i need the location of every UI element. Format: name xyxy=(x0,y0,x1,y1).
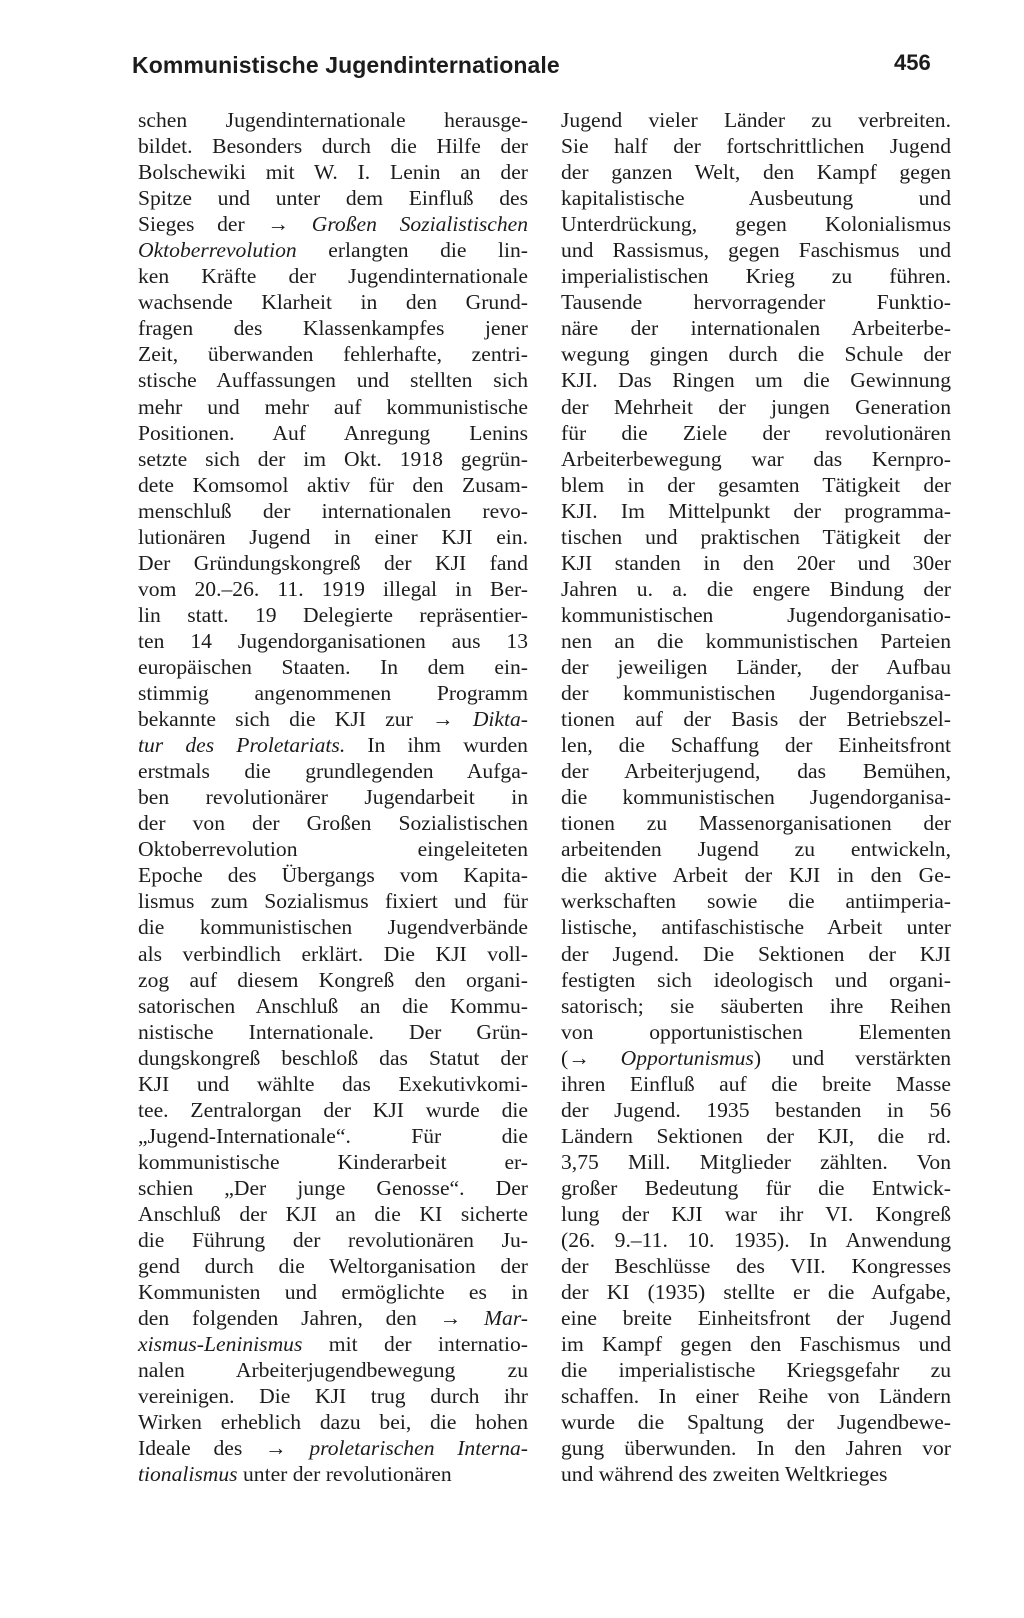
cross-reference: Oktoberrevolution xyxy=(138,238,297,263)
text-run: der Mehrheit der jungen Generation xyxy=(561,394,951,419)
text-run: dungskongreß beschloß das Statut der xyxy=(138,1045,528,1070)
text-run: Oktoberrevolution eingeleiteten xyxy=(138,837,528,862)
text-run: ken Kräfte der Jugendinternationale xyxy=(138,264,528,289)
text-run: der kommunistischen Jugendorganisa- xyxy=(561,681,951,706)
page-number: 456 xyxy=(894,50,931,75)
text-line xyxy=(138,967,528,993)
text-line xyxy=(561,550,951,576)
text-line xyxy=(561,1305,951,1331)
cross-reference: Mar- xyxy=(484,1306,528,1331)
text-line xyxy=(561,758,951,784)
text-run: und Rassismus, gegen Faschismus und xyxy=(561,238,951,263)
text-line xyxy=(561,394,951,420)
text-run: die aktive Arbeit der KJI in den Ge- xyxy=(561,863,951,888)
text-run: den folgenden Jahren, den → xyxy=(138,1306,485,1331)
text-run: der Jugend. 1935 bestanden in 56 xyxy=(561,1097,951,1122)
text-line xyxy=(561,1461,951,1487)
text-line xyxy=(561,211,951,237)
cross-reference: Großen Sozialistischen xyxy=(311,212,528,237)
text-line xyxy=(561,263,951,289)
cross-reference: xismus-Leninismus xyxy=(138,1332,303,1357)
text-run: Sie half der fortschrittlichen Jugend xyxy=(561,134,951,159)
text-run: eine breite Einheitsfront der Jugend xyxy=(561,1306,951,1331)
text-run: kommunistische Kinderarbeit er- xyxy=(138,1149,528,1174)
text-line xyxy=(138,367,528,393)
text-run: schen Jugendinternationale herausge- xyxy=(138,108,528,132)
text-line xyxy=(561,315,951,341)
text-line xyxy=(138,758,528,784)
text-line xyxy=(138,888,528,914)
text-line xyxy=(138,550,528,576)
text-run: (26. 9.–11. 10. 1935). In Anwendung xyxy=(561,1228,951,1253)
text-run: lung der KJI war ihr VI. Kongreß xyxy=(561,1201,951,1226)
text-line xyxy=(138,446,528,472)
text-line xyxy=(138,498,528,524)
text-run: tionen auf der Basis der Betriebszel- xyxy=(561,707,951,732)
text-line xyxy=(138,237,528,263)
text-line xyxy=(138,1253,528,1279)
text-run: als verbindlich erklärt. Die KJI voll- xyxy=(138,941,528,966)
text-run: KJI. Das Ringen um die Gewinnung xyxy=(561,368,951,393)
text-line xyxy=(138,862,528,888)
text-line xyxy=(561,107,951,133)
text-run: europäischen Staaten. In dem ein- xyxy=(138,654,528,679)
text-line xyxy=(138,1357,528,1383)
text-run: len, die Schaffung der Einheitsfront xyxy=(561,733,951,758)
text-line xyxy=(561,367,951,393)
text-run: satorisch; sie säuberten ihre Reihen xyxy=(561,993,951,1018)
text-line xyxy=(561,159,951,185)
text-line xyxy=(138,1305,528,1331)
text-line xyxy=(138,602,528,628)
text-line xyxy=(561,706,951,732)
text-line xyxy=(561,888,951,914)
text-run: Bolschewiki mit W. I. Lenin an der xyxy=(138,160,528,185)
text-run: erstmals die grundlegenden Aufga- xyxy=(138,759,528,784)
text-run: blem in der gesamten Tätigkeit der xyxy=(561,472,951,497)
text-run: Ideale des → xyxy=(138,1436,310,1461)
text-line xyxy=(561,341,951,367)
text-line xyxy=(138,1097,528,1123)
text-line xyxy=(561,133,951,159)
cross-reference: tur des Proletariats. xyxy=(138,733,346,758)
text-run: arbeitenden Jugend zu entwickeln, xyxy=(561,837,951,862)
text-line xyxy=(561,1201,951,1227)
text-line xyxy=(561,1279,951,1305)
text-line xyxy=(138,1331,528,1357)
text-line xyxy=(561,1331,951,1357)
text-run: stische Auffassungen und stellten sich xyxy=(138,368,528,393)
text-line xyxy=(138,1383,528,1409)
cross-reference: tionalismus xyxy=(138,1462,238,1487)
text-run: wegung gingen durch die Schule der xyxy=(561,342,951,367)
text-run: erlangten die lin- xyxy=(296,238,528,263)
text-line xyxy=(138,159,528,185)
text-line xyxy=(561,810,951,836)
text-run: nalen Arbeiterjugendbewegung zu xyxy=(138,1358,528,1383)
text-run: Sieges der → xyxy=(138,212,312,237)
cross-reference: Dikta- xyxy=(472,707,528,732)
text-line xyxy=(561,914,951,940)
text-line xyxy=(561,1357,951,1383)
text-line xyxy=(561,1175,951,1201)
text-line xyxy=(138,732,528,758)
text-run: schien „Der junge Genosse“. Der xyxy=(138,1175,528,1200)
text-run: gung überwunden. In den Jahren vor xyxy=(561,1436,951,1461)
text-line xyxy=(561,602,951,628)
text-run: KJI standen in den 20er und 30er xyxy=(561,550,951,575)
text-run: „Jugend-Internationale“. Für die xyxy=(138,1123,528,1148)
text-line xyxy=(138,315,528,341)
text-line xyxy=(561,836,951,862)
text-run: der von der Großen Sozialistischen xyxy=(138,811,528,836)
text-run: der ganzen Welt, den Kampf gegen xyxy=(561,160,951,185)
text-line xyxy=(561,1227,951,1253)
text-run: die imperialistische Kriegsgefahr zu xyxy=(561,1358,951,1383)
text-run: der Beschlüsse des VII. Kongresses xyxy=(561,1254,951,1279)
text-run: ) und verstärkten xyxy=(753,1045,951,1070)
text-run: nistische Internationale. Der Grün- xyxy=(138,1019,528,1044)
text-run: festigten sich ideologisch und organi- xyxy=(561,967,951,992)
text-line xyxy=(561,472,951,498)
text-line xyxy=(138,706,528,732)
text-line xyxy=(561,524,951,550)
text-run: bildet. Besonders durch die Hilfe der xyxy=(138,134,528,159)
text-line xyxy=(138,680,528,706)
text-run: Epoche des Übergangs vom Kapita- xyxy=(138,863,528,888)
text-column-right xyxy=(561,107,951,1487)
text-line xyxy=(561,967,951,993)
text-run: Tausende hervorragender Funktio- xyxy=(561,290,951,315)
text-line xyxy=(561,784,951,810)
text-run: großer Bedeutung für die Entwick- xyxy=(561,1175,951,1200)
text-line xyxy=(561,1019,951,1045)
text-line xyxy=(561,732,951,758)
text-line xyxy=(138,810,528,836)
text-run: schaffen. In einer Reihe von Ländern xyxy=(561,1384,951,1409)
text-run: für die Ziele der revolutionären xyxy=(561,420,951,445)
text-line xyxy=(138,784,528,810)
text-run: tionen zu Massenorganisationen der xyxy=(561,811,951,836)
text-run: Jahren u. a. die engere Bindung der xyxy=(561,576,951,601)
text-run: imperialistischen Krieg zu führen. xyxy=(561,264,951,289)
text-run: menschluß der internationalen revo- xyxy=(138,498,528,523)
text-line xyxy=(561,1253,951,1279)
text-line xyxy=(561,1123,951,1149)
text-run: Unterdrückung, gegen Kolonialismus xyxy=(561,212,951,237)
text-run: Zeit, überwanden fehlerhafte, zentri- xyxy=(138,342,528,367)
text-run: vereinigen. Die KJI trug durch ihr xyxy=(138,1384,528,1409)
text-run: unter der revolutionären xyxy=(237,1462,452,1487)
text-run: der KI (1935) stellte er die Aufgabe, xyxy=(561,1280,951,1305)
running-title: Kommunistische Jugendinternationale xyxy=(132,52,560,78)
text-run: kapitalistische Ausbeutung und xyxy=(561,186,951,211)
text-line xyxy=(138,420,528,446)
text-run: Arbeiterbewegung war das Kernpro- xyxy=(561,446,951,471)
text-run: Anschluß der KJI an die KI sicherte xyxy=(138,1201,528,1226)
text-line xyxy=(138,1227,528,1253)
text-run: satorischen Anschluß an die Kommu- xyxy=(138,993,528,1018)
text-run: im Kampf gegen den Faschismus und xyxy=(561,1332,951,1357)
text-run: 3,75 Mill. Mitglieder zählten. Von xyxy=(561,1149,951,1174)
text-run: gend durch die Weltorganisation der xyxy=(138,1254,528,1279)
text-line xyxy=(138,1175,528,1201)
text-run: wurde die Spaltung der Jugendbewe- xyxy=(561,1410,951,1435)
text-line xyxy=(138,1279,528,1305)
text-line xyxy=(138,289,528,315)
text-run: (→ xyxy=(561,1045,621,1070)
text-line xyxy=(561,1097,951,1123)
text-run: Spitze und unter dem Einfluß des xyxy=(138,186,528,211)
text-run: näre der internationalen Arbeiterbe- xyxy=(561,316,951,341)
text-run: wachsende Klarheit in den Grund- xyxy=(138,290,528,315)
text-line xyxy=(138,341,528,367)
text-line xyxy=(561,654,951,680)
text-line xyxy=(138,524,528,550)
text-run: KJI und wählte das Exekutivkomi- xyxy=(138,1071,528,1096)
text-run: ben revolutionärer Jugendarbeit in xyxy=(138,785,528,810)
text-line xyxy=(138,211,528,237)
text-run: kommunistischen Jugendorganisatio- xyxy=(561,602,951,627)
text-line xyxy=(138,185,528,211)
text-line xyxy=(138,107,528,133)
text-line xyxy=(138,1019,528,1045)
text-run: KJI. Im Mittelpunkt der programma- xyxy=(561,498,951,523)
text-column-left xyxy=(138,107,528,1487)
text-run: zog auf diesem Kongreß den organi- xyxy=(138,967,528,992)
text-line xyxy=(561,862,951,888)
text-line xyxy=(561,446,951,472)
text-line xyxy=(561,1435,951,1461)
text-run: tee. Zentralorgan der KJI wurde die xyxy=(138,1097,528,1122)
text-run: mehr und mehr auf kommunistische xyxy=(138,394,528,419)
text-run: werkschaften sowie die antiimperia- xyxy=(561,889,951,914)
text-line xyxy=(561,680,951,706)
text-run: mit der internatio- xyxy=(302,1332,528,1357)
text-run: und während des zweiten Weltkrieges xyxy=(561,1462,888,1487)
text-line xyxy=(561,993,951,1019)
text-run: Positionen. Auf Anregung Lenins xyxy=(138,420,528,445)
text-line xyxy=(561,498,951,524)
text-line xyxy=(561,289,951,315)
text-line xyxy=(138,472,528,498)
text-line xyxy=(561,628,951,654)
text-line xyxy=(138,914,528,940)
text-run: vom 20.–26. 11. 1919 illegal in Ber- xyxy=(138,576,528,601)
text-run: die kommunistischen Jugendorganisa- xyxy=(561,785,951,810)
text-line xyxy=(138,1435,528,1461)
text-line xyxy=(561,1071,951,1097)
text-run: der Arbeiterjugend, das Bemühen, xyxy=(561,759,951,784)
text-line xyxy=(138,1149,528,1175)
text-line xyxy=(138,1201,528,1227)
text-run: dete Komsomol aktiv für den Zusam- xyxy=(138,472,528,497)
text-line xyxy=(138,133,528,159)
text-line xyxy=(561,1045,951,1071)
text-line xyxy=(138,836,528,862)
text-line xyxy=(138,941,528,967)
text-line xyxy=(138,263,528,289)
text-run: nen an die kommunistischen Parteien xyxy=(561,628,951,653)
text-run: lismus zum Sozialismus fixiert und für xyxy=(138,889,528,914)
text-line xyxy=(561,941,951,967)
text-run: tischen und praktischen Tätigkeit der xyxy=(561,524,951,549)
text-run: In ihm wurden xyxy=(345,733,528,758)
text-line xyxy=(138,628,528,654)
text-line xyxy=(138,1409,528,1435)
text-line xyxy=(138,1045,528,1071)
text-run: Jugend vieler Länder zu verbreiten. xyxy=(561,108,951,132)
text-run: listische, antifaschistische Arbeit unter xyxy=(561,915,951,940)
cross-reference: proletarischen Interna- xyxy=(309,1436,528,1461)
text-line xyxy=(138,1071,528,1097)
text-line xyxy=(138,1461,528,1487)
text-run: der Jugend. Die Sektionen der KJI xyxy=(561,941,951,966)
text-run: der jeweiligen Länder, der Aufbau xyxy=(561,654,951,679)
text-line xyxy=(561,1409,951,1435)
text-run: Wirken erheblich dazu bei, die hohen xyxy=(138,1410,528,1435)
text-run: ten 14 Jugendorganisationen aus 13 xyxy=(138,628,528,653)
text-line xyxy=(138,654,528,680)
text-line xyxy=(138,576,528,602)
text-line xyxy=(138,993,528,1019)
text-line xyxy=(561,237,951,263)
text-line xyxy=(561,576,951,602)
text-run: fragen des Klassenkampfes jener xyxy=(138,316,528,341)
text-line xyxy=(561,1383,951,1409)
text-run: die Führung der revolutionären Ju- xyxy=(138,1228,528,1253)
cross-reference: Opportunismus xyxy=(620,1045,754,1070)
text-run: stimmig angenommenen Programm xyxy=(138,681,528,706)
text-line xyxy=(561,1149,951,1175)
text-run: Ländern Sektionen der KJI, die rd. xyxy=(561,1123,951,1148)
text-run: bekannte sich die KJI zur → xyxy=(138,707,473,732)
text-line xyxy=(561,185,951,211)
text-run: von opportunistischen Elementen xyxy=(561,1019,951,1044)
text-line xyxy=(138,394,528,420)
text-run: die kommunistischen Jugendverbände xyxy=(138,915,528,940)
text-run: Der Gründungskongreß der KJI fand xyxy=(138,550,528,575)
text-line xyxy=(561,420,951,446)
text-run: lin statt. 19 Delegierte repräsentier- xyxy=(138,602,528,627)
text-run: ihren Einfluß auf die breite Masse xyxy=(561,1071,951,1096)
text-run: lutionären Jugend in einer KJI ein. xyxy=(138,524,528,549)
text-run: setzte sich der im Okt. 1918 gegrün- xyxy=(138,446,528,471)
text-run: Kommunisten und ermöglichte es in xyxy=(138,1280,528,1305)
text-line xyxy=(138,1123,528,1149)
